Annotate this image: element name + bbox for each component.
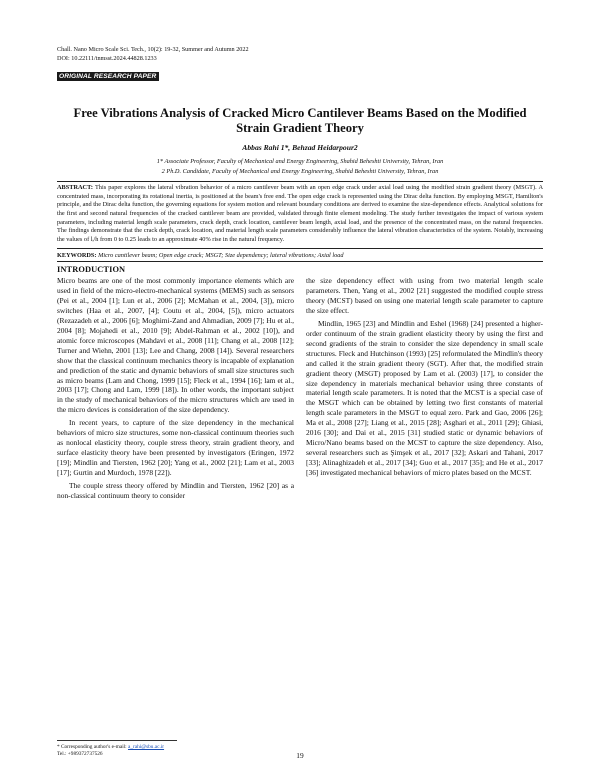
affiliation-2: 2 Ph.D. Candidate, Faculty of Mechanical and Energy Engineering, Shahid Beheshti University, Tehran, Iran xyxy=(161,167,439,175)
journal-citation: Chall. Nano Micro Scale Sci. Tech., 10(2): 19-32, Summer and Autumn 2022 xyxy=(57,46,249,53)
footnote xyxy=(57,744,164,758)
left-column xyxy=(57,276,294,501)
intro-paragraph-3: The couple stress theory offered by Mindlin and Tiersten, 1962 [20] as a non-classical continuum theory to consider xyxy=(57,481,294,501)
intro-paragraph-2: In recent years, to capture of the size dependency in the mechanical behaviors of micro size structures, some non-classical continuum theories such as nonlocal elasticity theory, couple stress theory, strain gradient theory, and surface elasticity theory have been presented by investigators (Eringen, 1972 [19]; Mindlin and Tiersten, 1962 [20]; Yang et al., 2002 [21]; Lam et al., 2003 [17]; Gurtin and Murdoch, 1978 [22]). xyxy=(57,418,294,478)
author-list: Abbas Rahi 1*, Behzad Heidarpour2 xyxy=(242,143,358,152)
intro-paragraph-4: the size dependency effect with using from two material length scale parameters. Then, Yang et al., 2002 [21] suggested the modified couple stress theory (MCST) based on using one material length scale parameter to capture the size effect. xyxy=(306,276,543,315)
keywords-text: Micro cantilever beam; Open edge crack; MSGT; Size dependency; lateral vibrations; Axial load xyxy=(98,252,344,259)
intro-paragraph-5: Mindlin, 1965 [23] and Mindlin and Eshel (1968) [24] presented a higher-order continuum of the strain gradient elasticity theory by using the first and second gradients of the strain to consider the size dependency in small scale structures. Fleck and Hutchinson (1993) [25] reformulated the Mindlin's theory and called it the strain gradient theory (SGT). After that, the modified strain gradient theory (MSGT) proposed by Lam et al. (2003) [17], to consider the size dependency in materials mechanical behavior using three constants of material length scale parameters. It is noted that the MCST is a special case of the MSGT which can be obtained by letting two first constants of material length scale parameters in the MSGT to equal zero. Park and Gao, 2006 [26]; Ma et al., 2008 [27]; Liang et al., 2015 [28]; Asghari et al., 2011 [29]; Ghiasi, 2016 [30]; and Dai et al., 2015 [31] studied static or dynamic behaviors of Micro/Nano beams based on the MCST to capture the size dependency. Also, several researchers such as Şimşek et al., 2017 [32]; Askari and Tahani, 2017 [33]; Alinaghizadeh et al., 2017 [34]; Guo et al., 2017 [35]; and He et al., 2017 [36] investigated mechanical behaviors of micro plates based on the MCST. xyxy=(306,318,543,478)
abstract xyxy=(57,184,543,245)
affiliations xyxy=(60,157,540,176)
footnote-email-prefix: * Corresponding author's e-mail: xyxy=(57,744,128,750)
intro-paragraph-1: Micro beams are one of the most commonly importance elements which are used in field of the micro-electro-mechanical systems (MEMS) such as sensors (Pei et al., 2004 [1]; Lun et al., 2006 [2]; McMahan et al., 2004, [3]), micro switches (Haa et al., 2007, [4]; Coutu et al., 2004, [5]), micro actuators (Rezazadeh et al., 2006 [6]; Moghimi-Zand and Ahmadian, 2009 [7]; Hu et al., 2004 [8]; Mojahedi et al., 2010 [9]; Abdel-Rahman et al., 2002 [10]), and atomic force microscopes (Mahdavi et al., 2008 [11]; Chang et al., 2008 [12]; Turner and Wiehn, 2001 [13]; Lee and Chang, 2008 [14]). Several researchers show that the classical continuum mechanics theory is incapable of explanation and prediction of the static and dynamic behaviors of small size structures such as micro beams (Lam and Chong, 1999 [15]; Fleck et al., 1994 [16]; lam et al., 2003 [17]; Chong and Lam, 1999 [18]). In other words, the important subject in the study of mechanical behaviors of the micro structures which are used in the micro devices is consideration of the size dependency. xyxy=(57,276,294,415)
journal-doi: DOI: 10.22111/tnmsst.2024.44828.1233 xyxy=(57,54,157,62)
right-column xyxy=(306,276,543,478)
footnote-email-line xyxy=(57,744,164,751)
abstract-label: ABSTRACT: xyxy=(57,184,93,191)
keywords xyxy=(57,252,543,261)
journal-info xyxy=(57,46,249,63)
paper-title: Free Vibrations Analysis of Cracked Micro Cantilever Beams Based on the Modified Strain Gradient Theory xyxy=(73,106,527,135)
abstract-text: This paper explores the lateral vibration behavior of a micro cantilever beam with an open edge crack under axial load using the modified strain gradient theory (MSGT). A concentrated mass, incorporating its rotational inertia, is positioned at the beam's free end. The open edge crack is represented using the Dirac delta function. By employing MSGT, Hamilton's principle, and the Dirac delta function, the governing equations for system motion and relevant boundary conditions are derived to examine the size-dependence effects. Analytical solutions for the first and second natural frequencies of the cracked cantilever beam are provided, validated through finite element modeling. The study further investigates the impact of various system parameters, including material length scale parameters, crack depth, crack location, cantilever beam length, axial load, and the presence of the concentrated mass, on the natural frequencies. The findings demonstrate that the crack depth, crack location, and material length scale parameters considerably influence the lateral vibration characteristics of the system. Notably, increasing the values of lᵢ/h from 0 to 0.25 leads to an approximate 40% rise in the natural frequency. xyxy=(57,184,543,243)
footnote-rule xyxy=(57,740,177,741)
introduction-heading: INTRODUCTION xyxy=(57,265,126,274)
affiliation-1: 1* Associate Professor, Faculty of Mechanical and Energy Engineering, Shahid Beheshti University, Tehran, Iran xyxy=(156,158,444,165)
abstract-bottom-rule xyxy=(57,248,543,249)
keywords-rule xyxy=(57,261,543,262)
section-label: ORIGINAL RESEARCH PAPER xyxy=(57,72,159,81)
page-number: 19 xyxy=(296,751,304,760)
abstract-top-rule xyxy=(57,181,543,182)
keywords-label: KEYWORDS: xyxy=(57,252,97,259)
footnote-phone: Tel.: +989372737526 xyxy=(57,751,103,757)
author-email-link[interactable]: a_rahi@sbu.ac.ir xyxy=(127,744,165,750)
